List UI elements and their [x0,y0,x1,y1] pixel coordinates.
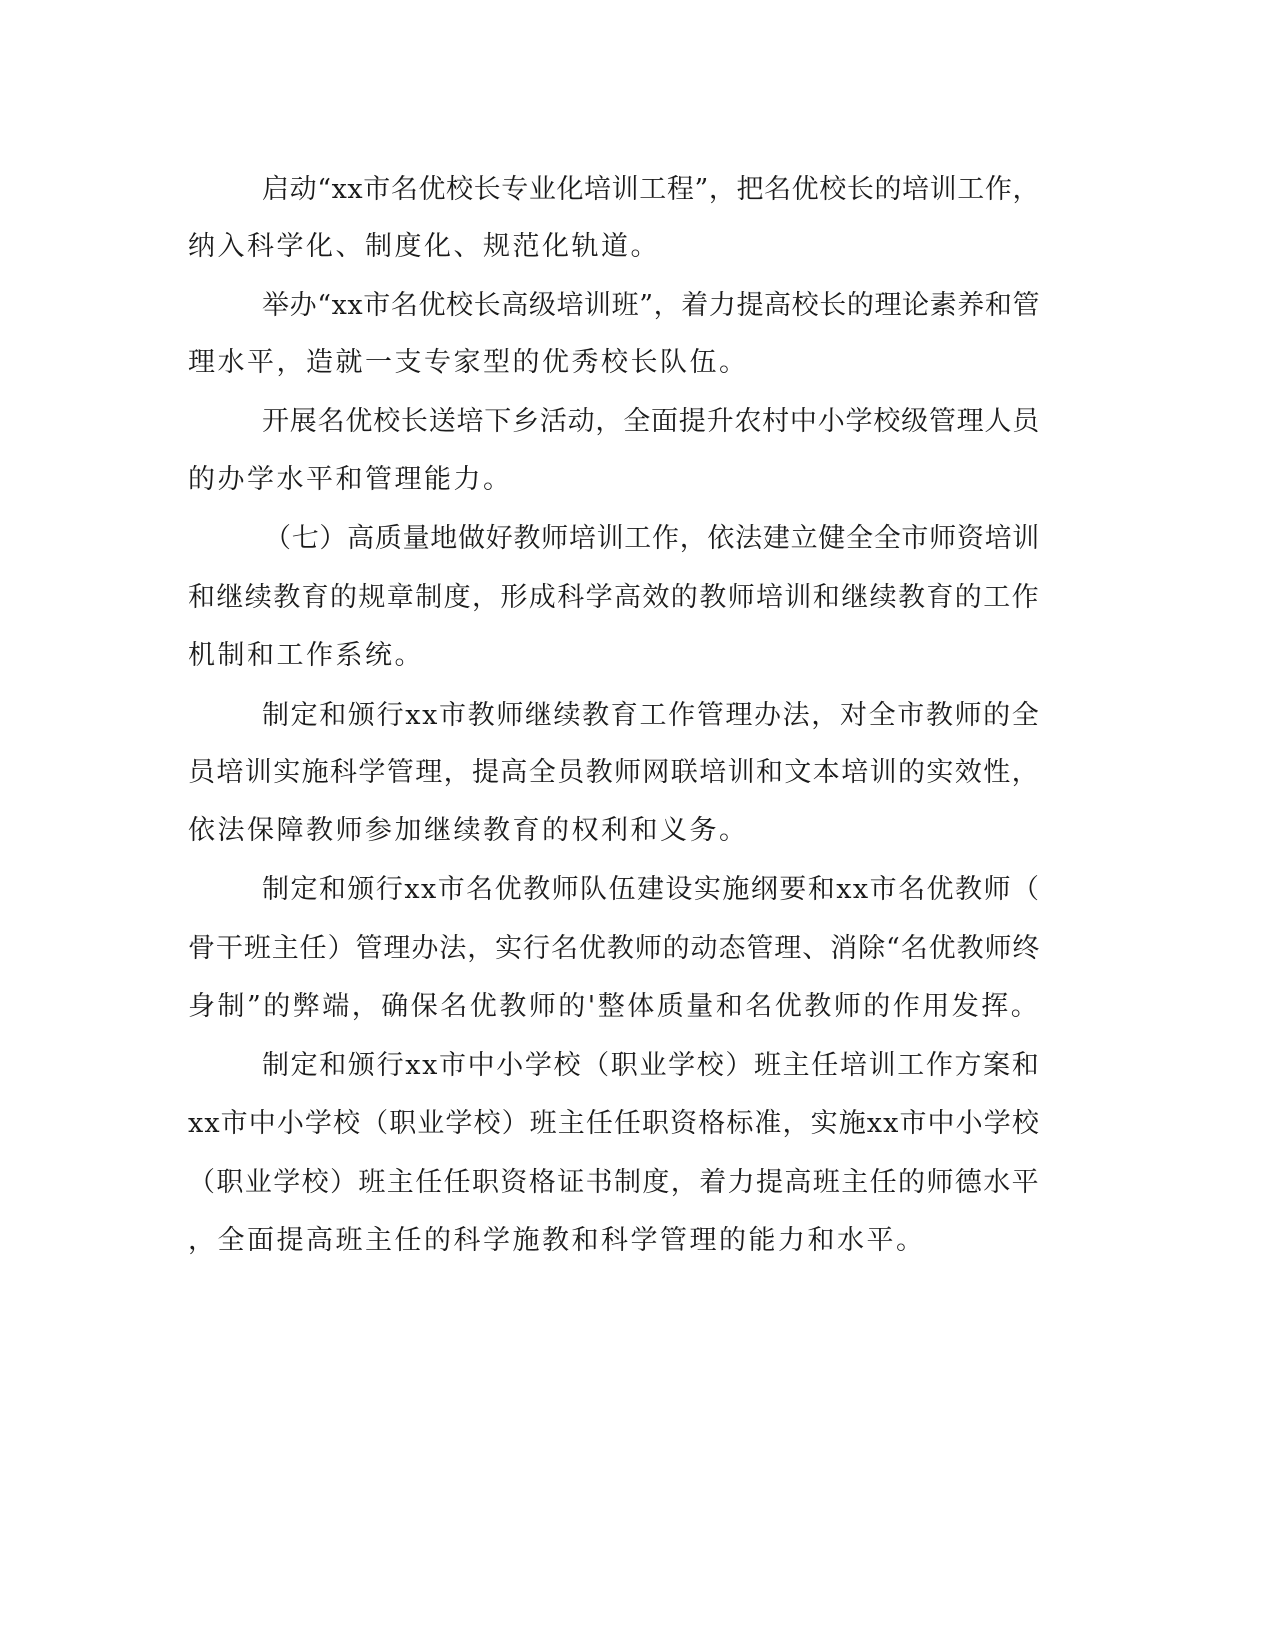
text-line: （职业学校）班主任任职资格证书制度，着力提高班主任的师德水平 [188,1167,1040,1198]
text-line: 制定和颁行xx市名优教师队伍建设实施纲要和xx市名优教师（ [262,874,1041,905]
text-line: （七）高质量地做好教师培训工作，依法建立健全全市师资培训 [264,523,1040,554]
text-line: 理水平，造就一支专家型的优秀校长队伍。 [188,347,749,378]
text-line: ，全面提高班主任的科学施教和科学管理的能力和水平。 [188,1225,926,1256]
text-line: 机制和工作系统。 [188,640,424,671]
text-line: 和继续教育的规章制度，形成科学高效的教师培训和继续教育的工作 [188,582,1040,613]
text-line: 纳入科学化、制度化、规范化轨道。 [188,231,660,262]
text-line: 制定和颁行xx市中小学校（职业学校）班主任培训工作方案和 [262,1050,1041,1081]
text-line: 举办“xx市名优校长高级培训班”，着力提高校长的理论素养和管 [262,290,1041,321]
text-line: 开展名优校长送培下乡活动，全面提升农村中小学校级管理人员 [262,406,1040,437]
text-line: 员培训实施科学管理，提高全员教师网联培训和文本培训的实效性， [188,757,1040,788]
text-line: 制定和颁行xx市教师继续教育工作管理办法，对全市教师的全 [262,700,1041,731]
text-line: 骨干班主任）管理办法，实行名优教师的动态管理、消除“名优教师终 [188,933,1041,964]
text-line: 的办学水平和管理能力。 [188,464,513,495]
text-line: 依法保障教师参加继续教育的权利和义务。 [188,815,749,846]
text-line: 身制”的弊端，确保名优教师的'整体质量和名优教师的作用发挥。 [188,991,1041,1022]
text-line: xx市中小学校（职业学校）班主任任职资格标准，实施xx市中小学校 [188,1108,1040,1139]
text-line: 启动“xx市名优校长专业化培训工程”，把名优校长的培训工作， [262,174,1041,205]
